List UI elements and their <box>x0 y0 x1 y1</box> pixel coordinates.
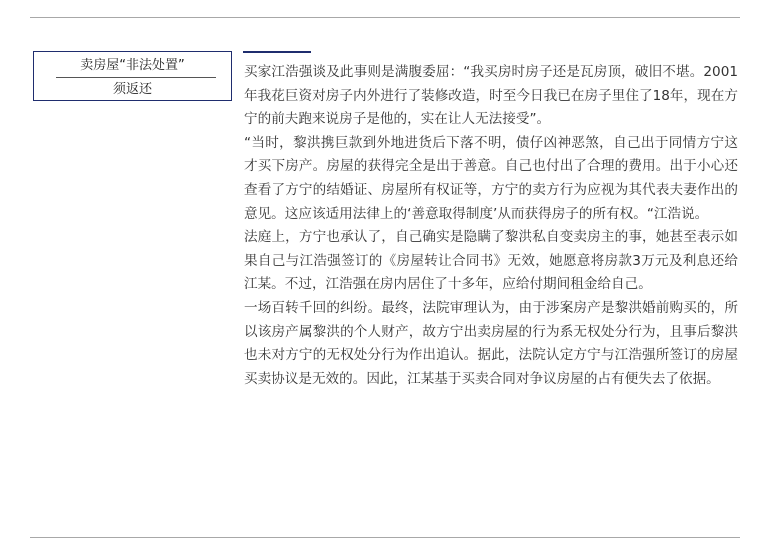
accent-bar <box>243 51 311 53</box>
bottom-divider <box>30 537 740 538</box>
article-body <box>244 61 738 391</box>
section-heading-title: 卖房屋“非法处置” <box>80 58 185 73</box>
article-paragraph: 一场百转千回的纠纷。最终，法院审理认为，由于涉案房产是黎洪婚前购买的，所以该房产属黎洪的个人财产，故方宁出卖房屋的行为系无权处分行为，且事后黎洪也未对方宁的无权处分行为作出追认。据此，法院认定方宁与江浩强所签订的房屋买卖协议是无效的。因此，江某基于买卖合同对争议房屋的占有便失去了依据。 <box>244 299 738 387</box>
top-divider <box>30 17 740 18</box>
heading-divider <box>56 77 216 78</box>
article-paragraph: 买家江浩强谈及此事则是满腹委屈：“我买房时房子还是瓦房顶，破旧不堪。2001年我花巨资对房子内外进行了装修改造，时至今日我已在房子里住了18年，现在方宁的前夫跑来说房子是他的，实在让人无法接受”。 <box>244 64 738 128</box>
section-heading-subtitle: 须返还 <box>112 82 152 97</box>
section-heading-box <box>33 51 232 101</box>
article-paragraph: 法庭上，方宁也承认了，自己确实是隐瞒了黎洪私自变卖房主的事，她甚至表示如果自己与江浩强签订的《房屋转让合同书》无效，她愿意将房款3万元及利息还给江某。不过，江浩强在房内居住了十多年，应给付期间租金给自己。 <box>244 229 738 293</box>
article-paragraph: “当时，黎洪携巨款到外地进货后下落不明，债仔凶神恶煞，自己出于同情方宁这才买下房产。房屋的获得完全是出于善意。自己也付出了合理的费用。出于小心还查看了方宁的结婚证、房屋所有权证等，方宁的卖方行为应视为其代表夫妻作出的意见。这应该适用法律上的‘善意取得制度’从而获得房子的所有权。“江浩说。 <box>244 134 738 222</box>
